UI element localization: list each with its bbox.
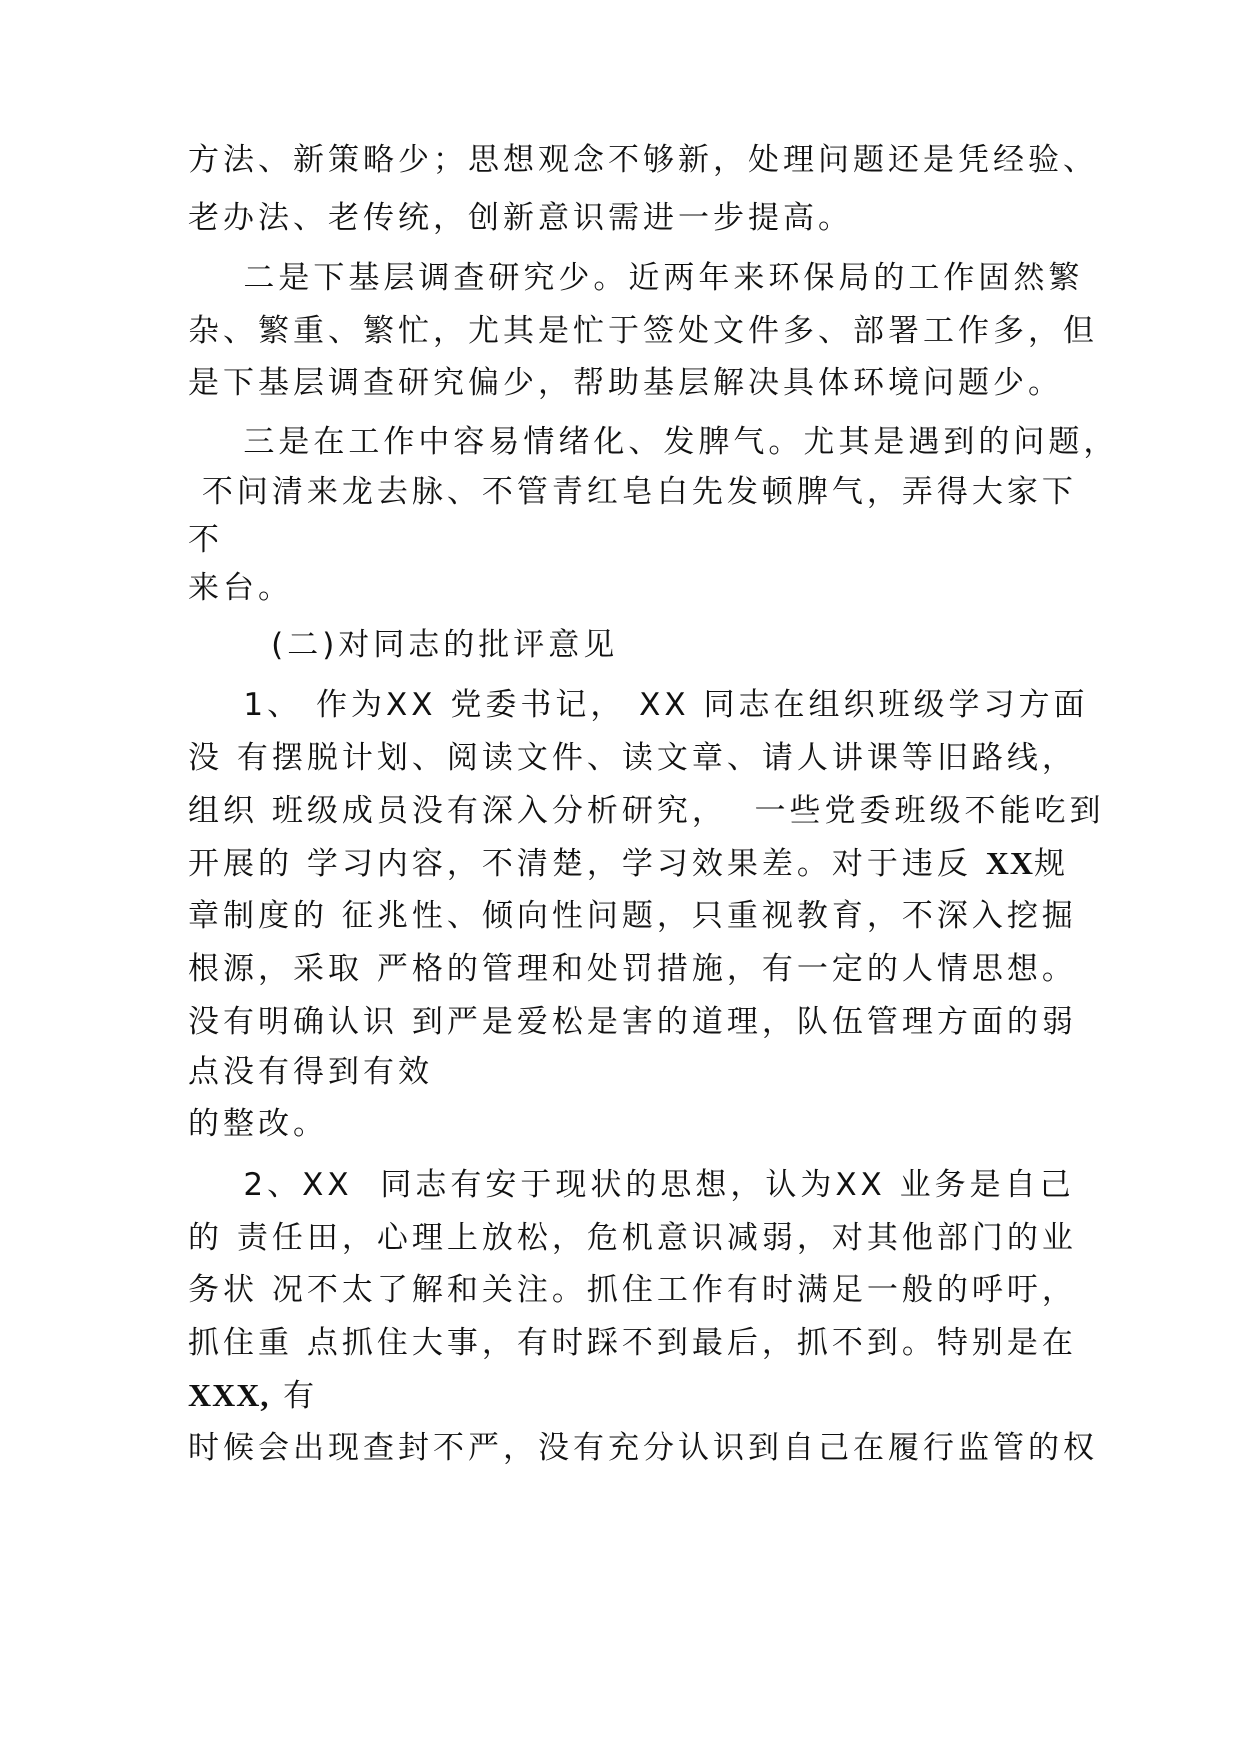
text-line: 章制度的 征兆性、倾向性问题，只重视教育，不深入挖掘 (188, 898, 1077, 934)
bold-placeholder: XX (985, 845, 1034, 881)
text-line (188, 1375, 318, 1415)
text-line: 组织 班级成员没有深入分析研究， 一些党委班级不能吃到 (188, 793, 1105, 829)
paragraph-line: 2、XX 同志有安于现状的思想，认为XX 业务是自己 (188, 1167, 1075, 1203)
text-line (188, 843, 1069, 883)
text-line: 的 责任田，心理上放松，危机意识减弱，对其他部门的业 (188, 1220, 1077, 1256)
text-segment: 规 (1033, 846, 1069, 882)
text-line: 没有明确认识 到严是爱松是害的道理，队伍管理方面的弱 (188, 1004, 1077, 1040)
text-line: 务状 况不太了解和关注。抓住工作有时满足一般的呼吁， (188, 1272, 1077, 1308)
text-line: 老办法、老传统，创新意识需进一步提高。 (188, 200, 853, 236)
text-line: 杂、繁重、繁忙，尤其是忙于签处文件多、部署工作多，但 (188, 313, 1098, 349)
text-line: 点没有得到有效 (188, 1054, 433, 1090)
text-segment: 有 (269, 1378, 319, 1414)
section-heading: (二)对同志的批评意见 (188, 627, 619, 663)
paragraph-line: 1、 作为XX 党委书记， XX 同志在组织班级学习方面 (188, 687, 1089, 723)
text-line: 来台。 (188, 570, 293, 606)
text-line: 没 有摆脱计划、阅读文件、读文章、请人讲课等旧路线， (188, 740, 1077, 776)
text-line: 的整改。 (188, 1106, 328, 1142)
text-line: 时候会出现查封不严，没有充分认识到自己在履行监管的权 (188, 1430, 1098, 1466)
text-line: 是下基层调查研究偏少，帮助基层解决具体环境问题少。 (188, 365, 1063, 401)
paragraph-line: 三是在工作中容易情绪化、发脾气。尤其是遇到的问题， (188, 424, 1119, 460)
text-line: 抓住重 点抓住大事，有时踩不到最后，抓不到。特别是在 (188, 1325, 1077, 1361)
text-segment: 开展的 学习内容，不清楚，学习效果差。对于违反 (188, 846, 986, 882)
paragraph-line: 二是下基层调查研究少。近两年来环保局的工作固然繁 (188, 260, 1084, 296)
text-line: 不 (188, 522, 223, 558)
text-line: 不问清来龙去脉、不管青红皂白先发顿脾气，弄得大家下 (188, 474, 1077, 510)
bold-placeholder: XXX, (188, 1377, 270, 1413)
text-line: 方法、新策略少；思想观念不够新，处理问题还是凭经验、 (188, 142, 1098, 178)
text-line: 根源，采取 严格的管理和处罚措施，有一定的人情思想。 (188, 951, 1077, 987)
